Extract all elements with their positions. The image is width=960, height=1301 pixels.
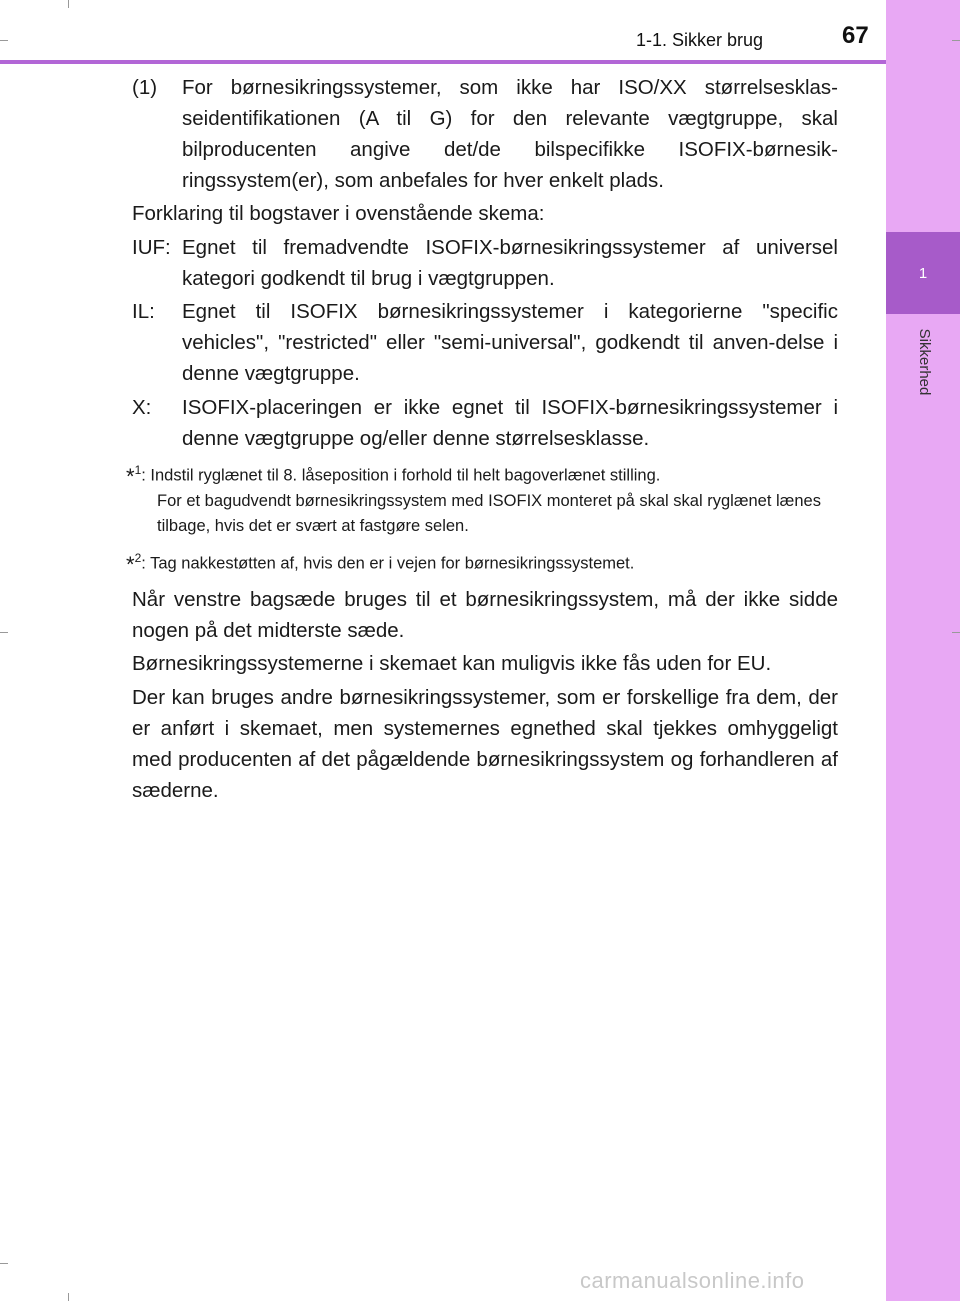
- item-text: Egnet til fremadvendte ISOFIX-børnesikringssystemer af universel kategori godkendt til brug i vægtgruppen.: [182, 236, 838, 290]
- item-text: For børnesikringssystemer, som ikke har ISO/XX størrelsesklas-seidentifikationen (A til G) for den relevante vægtgruppe, skal bilproducenten angive det/de bilspecifikke ISOFIX-børnesik-ringssystem(er), som anbefales for hver enkelt plads.: [182, 76, 838, 192]
- crop-mark: [0, 40, 8, 41]
- footnote-text: : Indstil ryglænet til 8. låseposition i forhold til helt bagoverlænet stilling.: [141, 466, 661, 485]
- item-label: (1): [132, 76, 158, 99]
- body-paragraph: Der kan bruges andre børnesikringssystemer, som er forskellige fra dem, der er anført i skemaet, men systemernes egnethed skal tjekkes omhyggeligt med producenten af det pågældende børnesikringssystem og forhandleren af sæderne.: [132, 686, 838, 802]
- legend-intro: Forklaring til bogstaver i ovenstående skema:: [132, 202, 545, 225]
- item-text: Egnet til ISOFIX børnesikringssystemer i kategorierne "specific vehicles", "restricted" eller "semi-universal", godkendt til anven-delse i denne vægtgruppe.: [182, 300, 838, 385]
- page-number: 67: [842, 22, 869, 49]
- crop-mark: [68, 1293, 69, 1301]
- header-rule: [0, 60, 886, 64]
- chapter-number-tab: [886, 232, 960, 314]
- crop-mark: [952, 632, 960, 633]
- crop-mark: [952, 40, 960, 41]
- footnote: [126, 458, 838, 539]
- definition-item: [132, 296, 838, 389]
- item-label: IUF:: [132, 236, 171, 259]
- definition-item: [132, 232, 838, 294]
- crop-mark: [68, 0, 69, 8]
- definition-item: [132, 392, 838, 454]
- chapter-number: 1: [918, 264, 928, 282]
- chapter-side-strip: [886, 0, 960, 1301]
- footnote-text: : Tag nakkestøtten af, hvis den er i vejen for børnesikringssystemet.: [141, 554, 635, 573]
- footnote-number: 1: [134, 463, 142, 477]
- section-title: 1-1. Sikker brug: [636, 30, 764, 50]
- crop-mark: [0, 632, 8, 633]
- watermark: carmanualsonline.info: [580, 1268, 805, 1293]
- footnote: [126, 546, 838, 577]
- chapter-label: Sikkerhed: [916, 328, 933, 396]
- footnote-asterisk: *: [126, 551, 135, 577]
- definition-item: [132, 72, 838, 196]
- footnote-asterisk: *: [126, 463, 135, 489]
- item-label: IL:: [132, 300, 155, 323]
- crop-mark: [0, 1263, 8, 1264]
- item-label: X:: [132, 396, 152, 419]
- footnote-continuation: For et bagudvendt børnesikringssystem med ISOFIX monteret på skal skal ryglænet lænes tilbage, hvis det er svært at fastgøre selen.: [157, 491, 821, 535]
- body-paragraph: Børnesikringssystemerne i skemaet kan muligvis ikke fås uden for EU.: [132, 652, 772, 675]
- item-text: ISOFIX-placeringen er ikke egnet til ISOFIX-børnesikringssystemer i denne vægtgruppe og/eller denne størrelsesklasse.: [182, 396, 838, 450]
- body-paragraph: Når venstre bagsæde bruges til et børnesikringssystem, må der ikke sidde nogen på det midterste sæde.: [132, 588, 838, 642]
- footnote-number: 2: [134, 551, 142, 565]
